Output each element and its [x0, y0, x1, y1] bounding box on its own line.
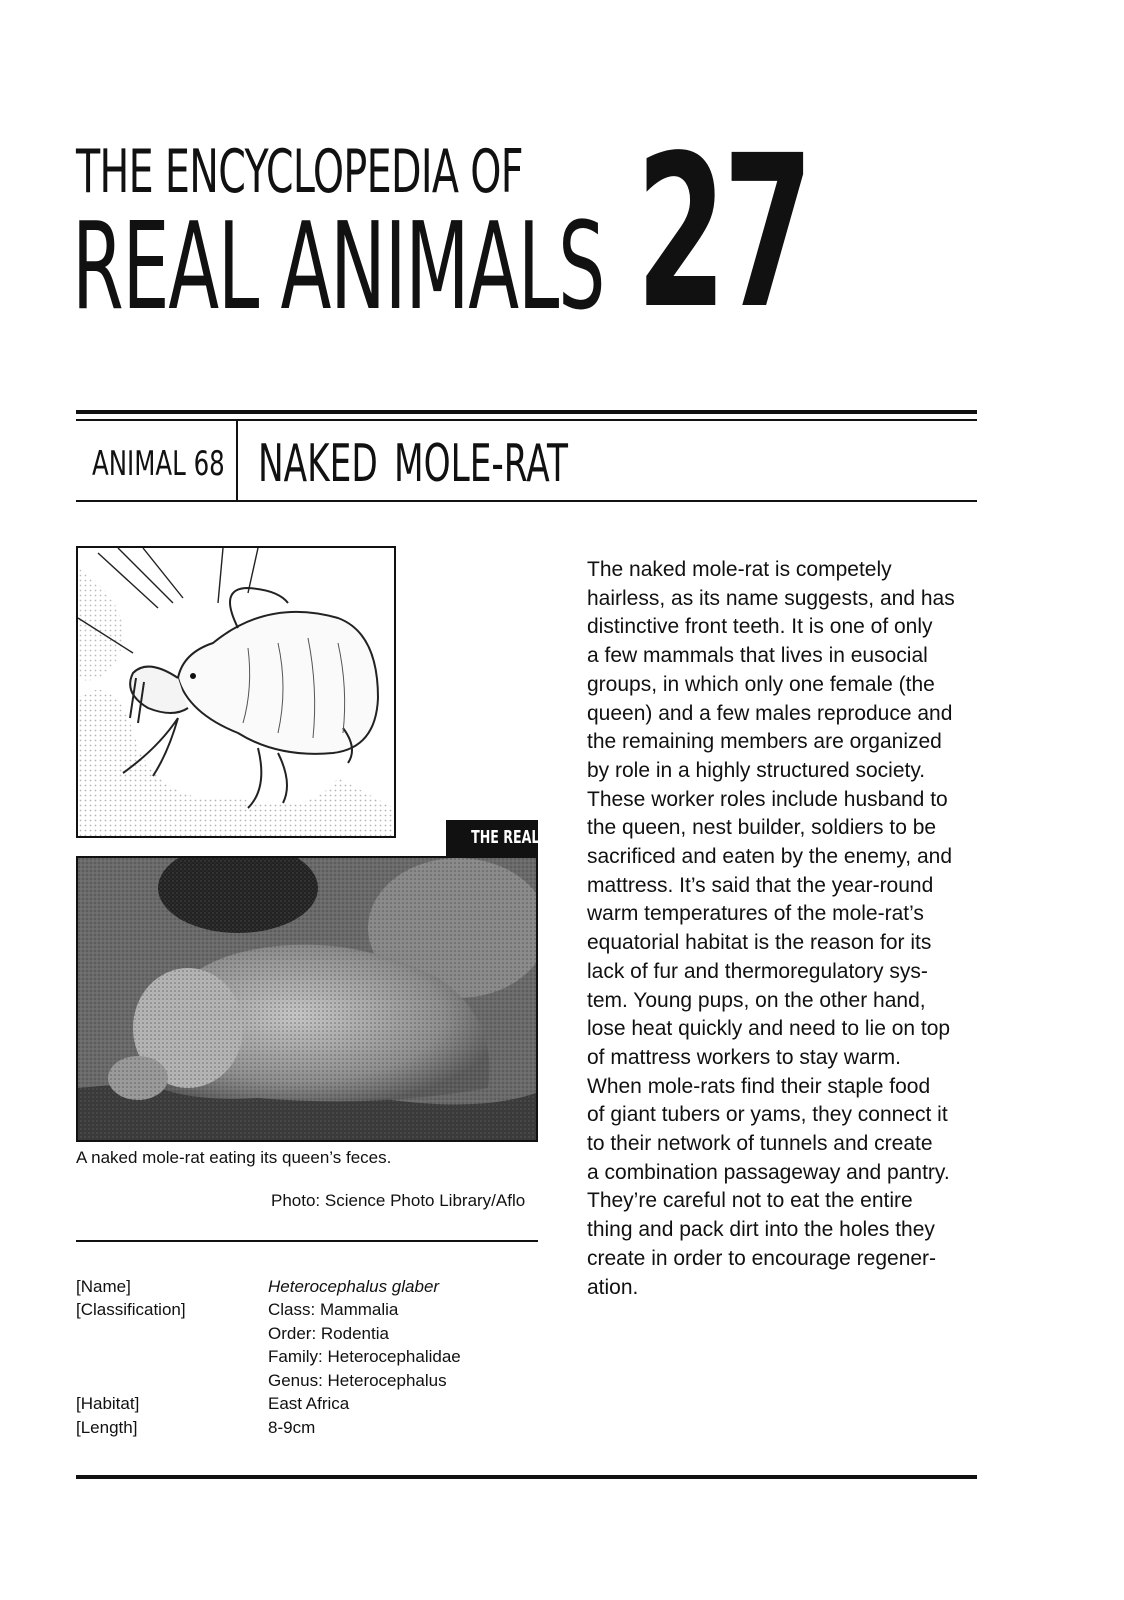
genus-value: Genus: Heterocephalus	[268, 1371, 447, 1390]
real-thing-badge-label: THE REAL THING	[471, 827, 589, 848]
real-thing-badge	[446, 820, 589, 856]
description-line: These worker roles include husband to	[587, 787, 948, 811]
description-line: ation.	[587, 1275, 639, 1299]
info-divider	[76, 1240, 538, 1242]
animal-number: ANIMAL 68	[92, 444, 225, 484]
scientific-name: Heterocephalus glaber	[268, 1277, 440, 1296]
description-line: groups, in which only one female (the	[587, 672, 935, 696]
photo-caption: A naked mole-rat eating its queen’s feces.	[76, 1148, 392, 1167]
description-line: lose heat quickly and need to lie on top	[587, 1017, 951, 1041]
footer-rule	[76, 1475, 977, 1479]
volume-number: 27	[636, 110, 810, 355]
description-line: to their network of tunnels and create	[587, 1132, 933, 1156]
description-line: the queen, nest builder, soldiers to be	[587, 816, 937, 840]
mole-rat-illustration	[76, 546, 396, 838]
description-line: warm temperatures of the mole-rat’s	[587, 902, 924, 926]
description-line: queen) and a few males reproduce and	[587, 701, 953, 725]
classification-label: [Classification]	[76, 1300, 186, 1319]
description-line: of giant tubers or yams, they connect it	[587, 1103, 948, 1127]
class-value: Class: Mammalia	[268, 1300, 399, 1319]
description-line: thing and pack dirt into the holes they	[587, 1218, 935, 1242]
mole-rat-photo	[76, 856, 538, 1142]
family-value: Family: Heterocephalidae	[268, 1347, 461, 1366]
description-line: They’re careful not to eat the entire	[587, 1189, 913, 1213]
habitat-value: East Africa	[268, 1394, 350, 1413]
length-label: [Length]	[76, 1418, 138, 1437]
description-line: When mole-rats find their staple food	[587, 1074, 931, 1098]
title-line-2: REAL ANIMALS	[72, 198, 605, 337]
description-line: a combination passageway and pantry.	[587, 1160, 950, 1184]
mole-rat-drawing-icon	[78, 548, 394, 836]
description-line: distinctive front teeth. It is one of only	[587, 615, 933, 639]
photo-credit: Photo: Science Photo Library/Aflo	[271, 1191, 526, 1210]
description-line: sacrificed and eaten by the enemy, and	[587, 845, 953, 869]
description-line: lack of fur and thermoregulatory sys-	[587, 959, 928, 983]
header-divider	[236, 421, 238, 501]
header-rule-bottom	[76, 500, 977, 502]
description-line: tem. Young pups, on the other hand,	[587, 988, 926, 1012]
description-line: of mattress workers to stay warm.	[587, 1045, 901, 1069]
description-line: equatorial habitat is the reason for its	[587, 931, 932, 955]
order-value: Order: Rodentia	[268, 1324, 389, 1343]
mole-rat-photo-icon	[78, 858, 536, 1140]
description-text	[587, 556, 985, 1302]
habitat-label: [Habitat]	[76, 1394, 140, 1413]
description-line: a few mammals that lives in eusocial	[587, 644, 928, 668]
description-line: mattress. It’s said that the year-round	[587, 873, 934, 897]
name-label: [Name]	[76, 1277, 131, 1296]
length-value: 8-9cm	[268, 1418, 316, 1437]
description-line: hairless, as its name suggests, and has	[587, 586, 955, 610]
title-line-1: THE ENCYCLOPEDIA OF	[76, 137, 523, 207]
header-rule-thin	[76, 419, 977, 421]
description-line: by role in a highly structured society.	[587, 758, 926, 782]
description-line: the remaining members are organized	[587, 730, 942, 754]
description-line: create in order to encourage regener-	[587, 1246, 937, 1270]
description-line: The naked mole-rat is competely	[587, 558, 892, 581]
animal-name: NAKED MOLE-RAT	[258, 434, 569, 494]
header-rule-thick	[76, 410, 977, 414]
